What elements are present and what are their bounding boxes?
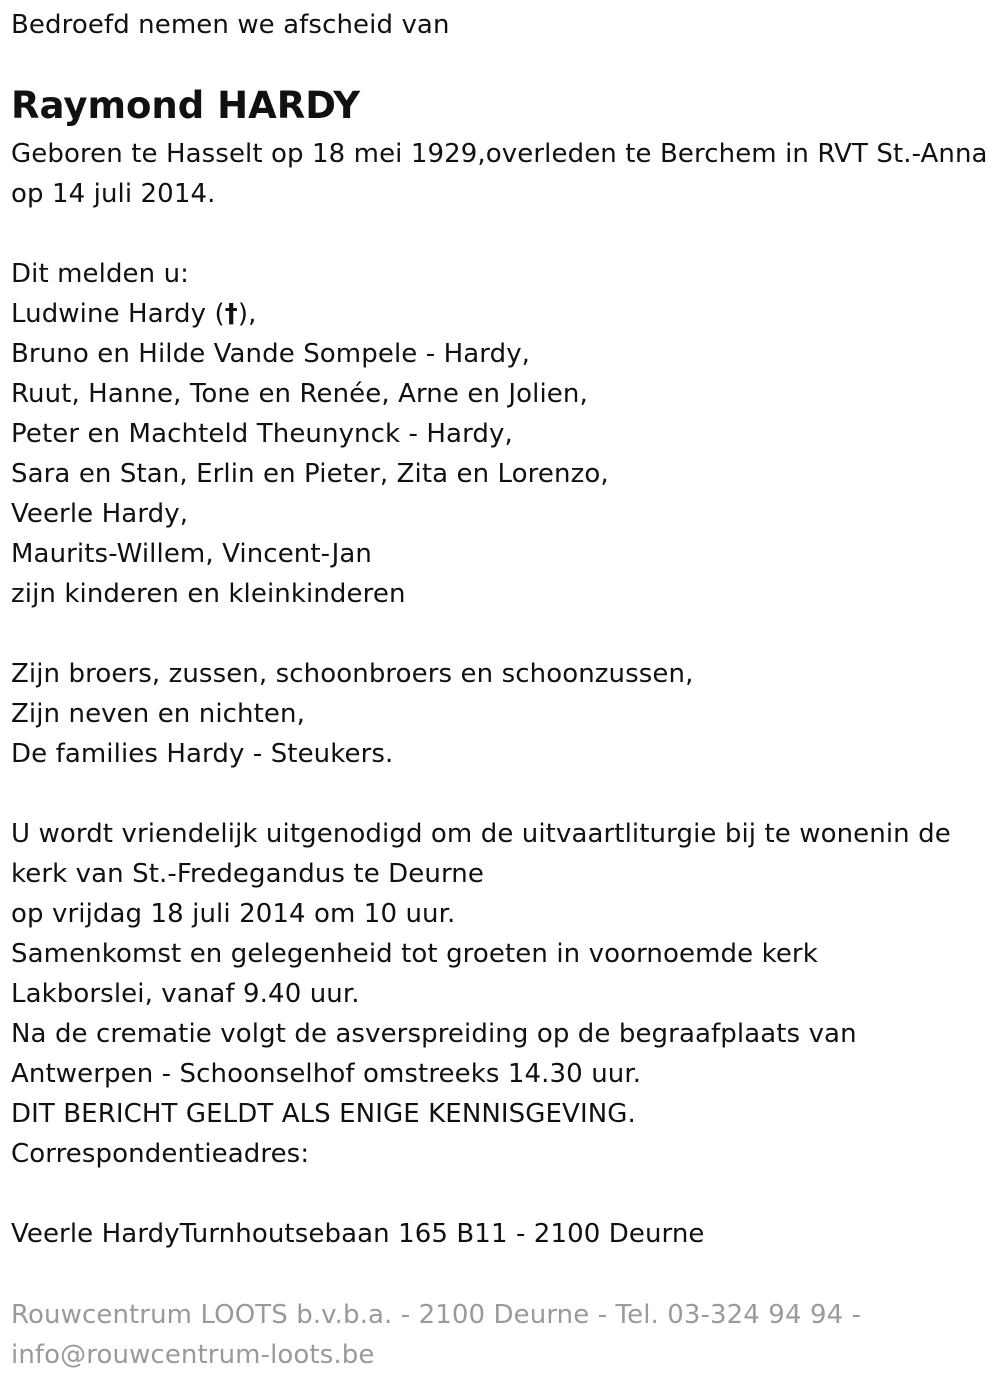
announcer-line: Maurits-Willem, Vincent-Jan	[11, 539, 372, 569]
announcers-heading: Dit melden u:	[11, 259, 190, 289]
announcer-line: Veerle Hardy,	[11, 499, 189, 529]
ceremony-line: kerk van St.-Fredegandus te Deurne	[11, 859, 484, 889]
announcer-line: Sara en Stan, Erlin en Pieter, Zita en Lorenzo,	[11, 459, 609, 489]
ceremony-line: op vrijdag 18 juli 2014 om 10 uur.	[11, 899, 456, 929]
ceremony-line: Lakborslei, vanaf 9.40 uur.	[11, 979, 360, 1009]
spacer	[11, 614, 996, 654]
announcer-ludwine-name: Ludwine Hardy (	[11, 299, 225, 329]
intro-text: Bedroefd nemen we afscheid van	[11, 10, 450, 40]
ceremony-line: Na de crematie volgt de asverspreiding op de begraafplaats van	[11, 1019, 857, 1049]
ceremony-line: Correspondentieadres:	[11, 1139, 310, 1169]
family-line: Zijn neven en nichten,	[11, 699, 305, 729]
ceremony-line: Samenkomst en gelegenheid tot groeten in voornoemde kerk	[11, 939, 818, 969]
family-line: De families Hardy - Steukers.	[11, 739, 394, 769]
ceremony-line: DIT BERICHT GELDT ALS ENIGE KENNISGEVING.	[11, 1099, 636, 1129]
ceremony-line: Antwerpen - Schoonselhof omstreeks 14.30 uur.	[11, 1059, 642, 1089]
funeral-home-email: info@rouwcentrum-loots.be	[11, 1340, 375, 1370]
announcer-line: Bruno en Hilde Vande Sompele - Hardy,	[11, 339, 531, 369]
announcer-ludwine	[11, 294, 996, 334]
correspondence-address: Veerle HardyTurnhoutsebaan 165 B11 - 2100 Deurne	[11, 1219, 705, 1249]
announcer-line: Ruut, Hanne, Tone en Renée, Arne en Jolien,	[11, 379, 588, 409]
spacer	[11, 214, 996, 254]
death-notice	[11, 0, 996, 1375]
deceased-name: Raymond HARDY	[11, 84, 361, 127]
family-line: Zijn broers, zussen, schoonbroers en schoonzussen,	[11, 659, 694, 689]
spacer	[11, 774, 996, 814]
spacer	[11, 1174, 996, 1214]
birth-death-line-1: Geboren te Hasselt op 18 mei 1929,overleden te Berchem in RVT St.-Anna	[11, 139, 988, 169]
funeral-home-footer-line-1: Rouwcentrum LOOTS b.v.b.a. - 2100 Deurne - Tel. 03-324 94 94 -	[11, 1300, 862, 1330]
cross-icon: †	[224, 299, 238, 329]
announcer-ludwine-suffix: ),	[237, 299, 257, 329]
announcer-line: zijn kinderen en kleinkinderen	[11, 579, 406, 609]
ceremony-line: U wordt vriendelijk uitgenodigd om de uitvaartliturgie bij te wonenin de	[11, 819, 951, 849]
announcer-line: Peter en Machteld Theunynck - Hardy,	[11, 419, 513, 449]
spacer	[11, 1254, 996, 1295]
birth-death-line-2: op 14 juli 2014.	[11, 179, 216, 209]
